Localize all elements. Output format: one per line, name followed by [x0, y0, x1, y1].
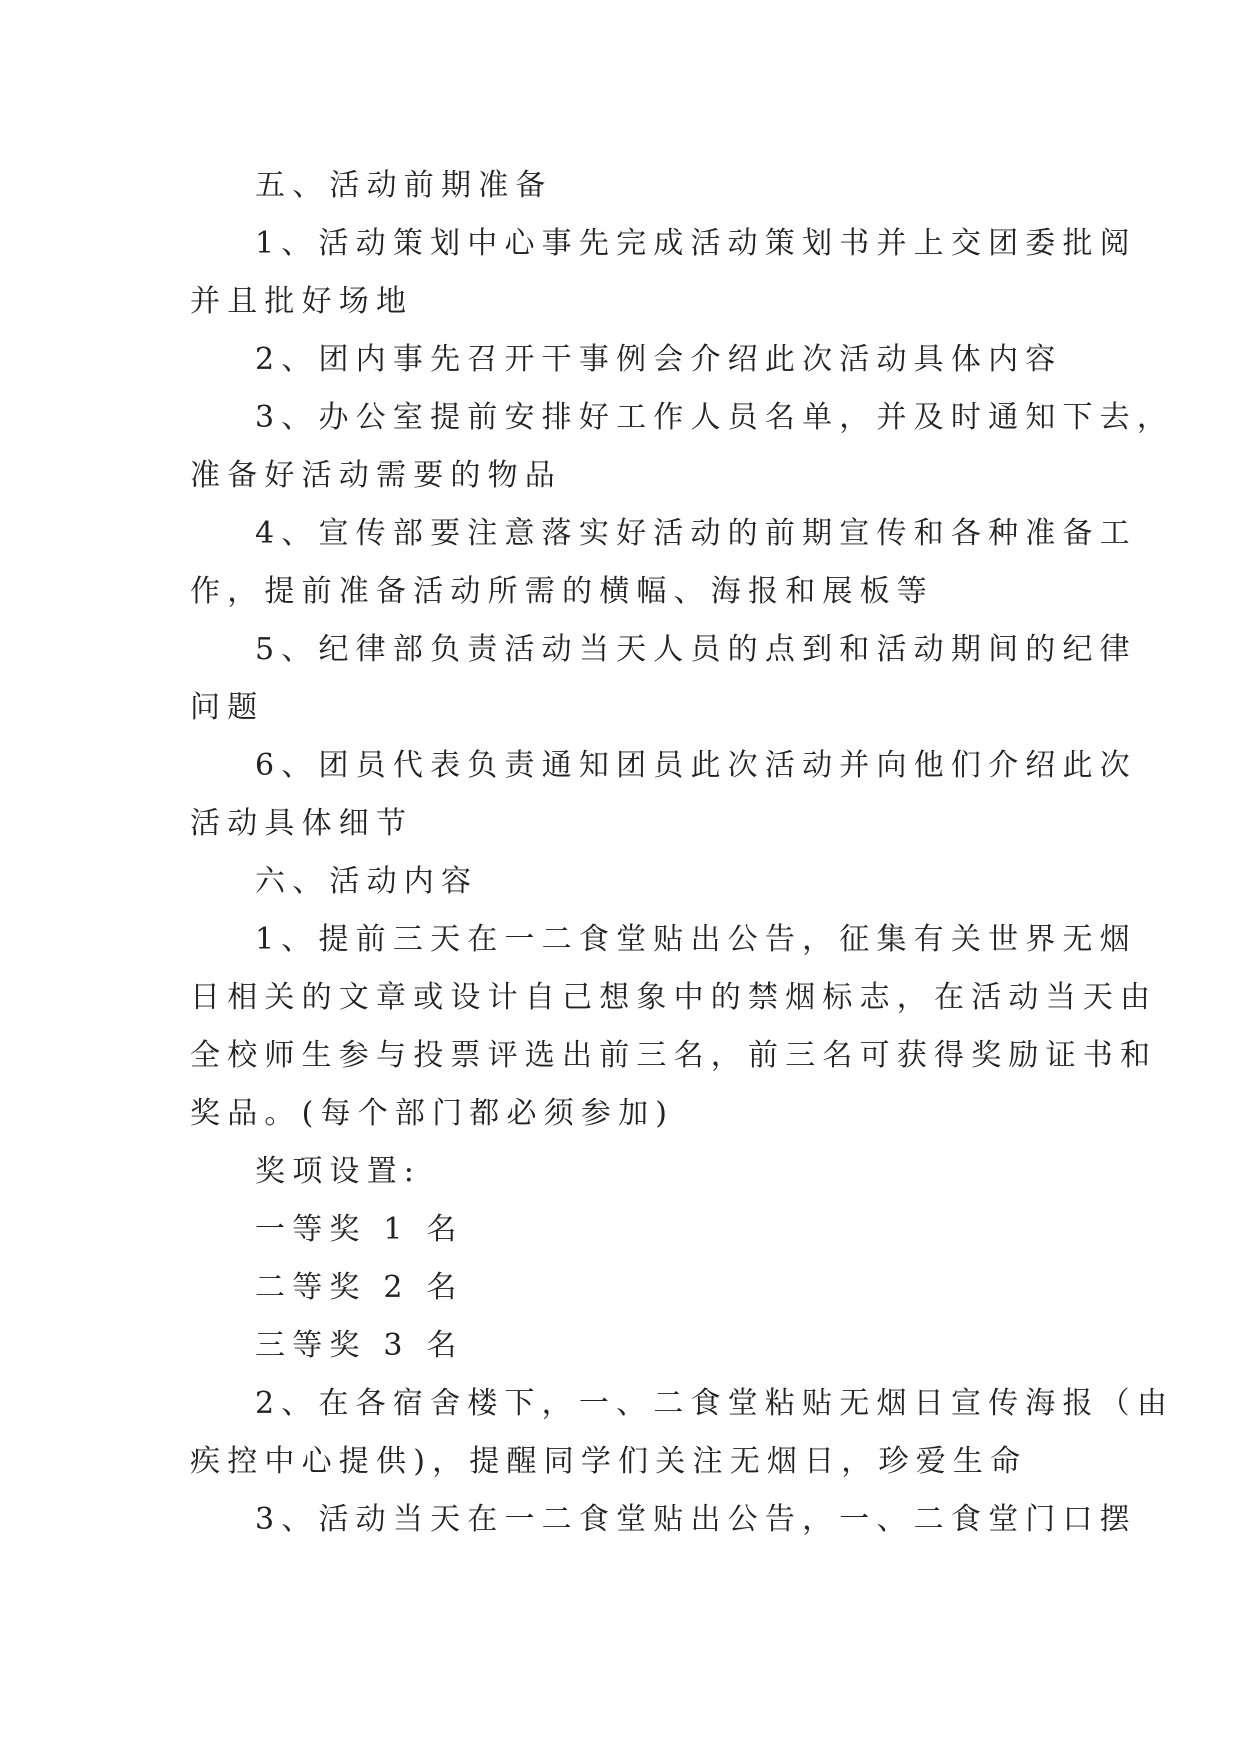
paragraph-line: 3、办公室提前安排好工作人员名单，并及时通知下去，	[255, 400, 1175, 435]
paragraph-line: 2、在各宿舍楼下，一、二食堂粘贴无烟日宣传海报（由	[255, 1386, 1175, 1421]
paragraph-line: 6、团员代表负责通知团员此次活动并向他们介绍此次	[255, 748, 1137, 783]
award-item-second: 二等奖 2 名	[255, 1270, 464, 1305]
paragraph-line: 奖品。(每个部门都必须参加)	[190, 1096, 675, 1131]
paragraph-line: 4、宣传部要注意落实好活动的前期宣传和各种准备工	[255, 516, 1137, 551]
paragraph-line: 作，提前准备活动所需的横幅、海报和展板等	[190, 574, 934, 609]
award-item-third: 三等奖 3 名	[255, 1328, 464, 1363]
paragraph-line: 日相关的文章或设计自己想象中的禁烟标志，在活动当天由	[190, 980, 1158, 1015]
paragraph-line: 并且批好场地	[190, 284, 414, 319]
paragraph-line: 准备好活动需要的物品	[190, 458, 562, 493]
paragraph-line: 2、团内事先召开干事例会介绍此次活动具体内容	[255, 342, 1063, 377]
paragraph-line: 全校师生参与投票评选出前三名，前三名可获得奖励证书和	[190, 1038, 1158, 1073]
paragraph-line: 1、活动策划中心事先完成活动策划书并上交团委批阅	[255, 226, 1137, 261]
paragraph-line: 问题	[190, 690, 265, 725]
paragraph-line: 活动具体细节	[190, 806, 414, 841]
paragraph-line: 1、提前三天在一二食堂贴出公告，征集有关世界无烟	[255, 922, 1137, 957]
paragraph-line: 3、活动当天在一二食堂贴出公告，一、二食堂门口摆	[255, 1502, 1137, 1537]
paragraph-line: 5、纪律部负责活动当天人员的点到和活动期间的纪律	[255, 632, 1137, 667]
section-heading-content: 六、活动内容	[255, 864, 479, 899]
paragraph-line: 疾控中心提供)，提醒同学们关注无烟日，珍爱生命	[190, 1444, 1028, 1479]
section-heading-preparation: 五、活动前期准备	[255, 168, 553, 203]
awards-heading: 奖项设置:	[255, 1154, 422, 1189]
award-item-first: 一等奖 1 名	[255, 1212, 464, 1247]
